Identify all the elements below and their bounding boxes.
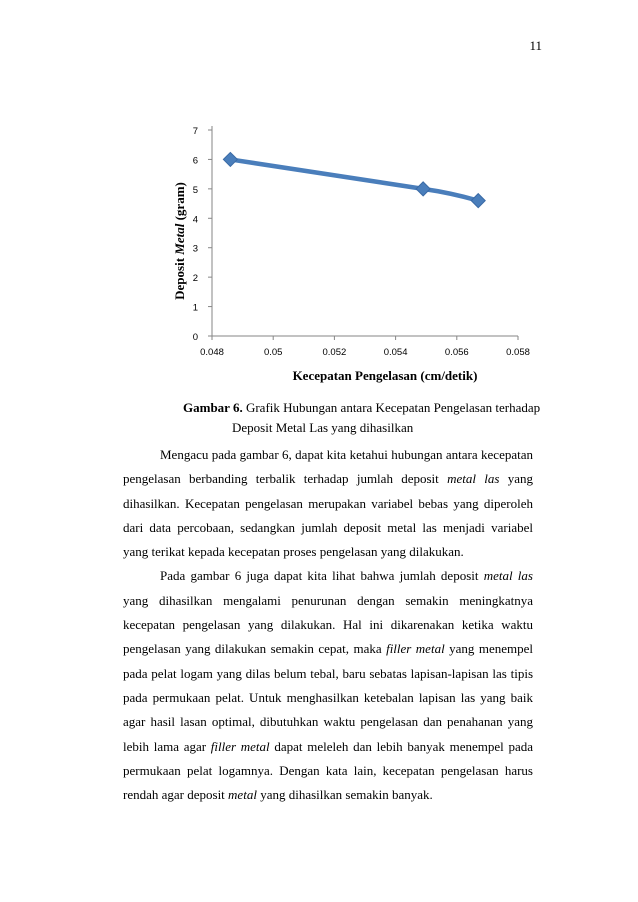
x-tick-label: 0.052 (322, 347, 347, 358)
x-axis-label: Kecepatan Pengelasan (cm/detik) (292, 368, 478, 383)
x-tick-label: 0.058 (506, 347, 530, 358)
y-tick-label: 3 (192, 243, 198, 255)
italic-term: metal las (447, 471, 500, 487)
caption-text-1: Grafik Hubungan antara Kecepatan Pengelasan terhadap (245, 400, 541, 415)
data-point-marker (471, 194, 485, 208)
y-axis-label-part: Metal (172, 223, 187, 255)
text-run: Mengacu pada gambar 6, dapat kita ketahui hubungan antara kecepatan pengelasan berbanding terbalik terhadap jumlah deposit (123, 447, 533, 487)
paragraph (123, 564, 533, 807)
caption-text-2: Deposit Metal Las yang dihasilkan (232, 420, 414, 435)
series-line (230, 159, 478, 200)
y-tick-label: 4 (192, 214, 198, 226)
italic-term: filler metal (210, 738, 270, 754)
caption-line-1 (0, 398, 638, 418)
caption-line-2 (0, 418, 638, 438)
x-tick-label: 0.05 (263, 347, 283, 358)
line-chart (160, 118, 540, 388)
x-tick-label: 0.048 (200, 347, 224, 358)
y-tick-label: 2 (192, 273, 198, 285)
text-run: yang dihasilkan mengalami penurunan dengan semakin meningkatnya kecepatan pengelasan yang dilakukan. Hal ini dikarenakan ketika waktu pengelasan yang dilakukan semakin cepat, maka (123, 592, 533, 657)
y-tick-label: 1 (192, 302, 198, 314)
figure-chart (160, 118, 540, 388)
y-tick-label: 7 (192, 126, 198, 137)
text-run: yang dihasilkan. Kecepatan pengelasan merupakan variabel bebas yang diperoleh dari data percobaan, sedangkan jumlah deposit metal las menjadi variabel yang terikat kepada kecepatan proses pengelasan yang dilakukan. (123, 471, 533, 560)
text-run: yang menempel pada pelat logam yang dilas belum tebal, baru sebatas lapisan-lapisan las tipis pada permukaan pelat. Untuk menghasilkan ketebalan lapisan las yang baik agar hasil lasan optimal, dibutuhkan waktu pengelasan dan penahanan yang lebih lama agar (123, 641, 533, 754)
italic-term: filler metal (386, 641, 445, 657)
y-axis-label (172, 182, 187, 300)
y-tick-label: 0 (192, 332, 198, 343)
page-number: 11 (529, 38, 542, 53)
x-tick-label: 0.054 (383, 347, 408, 358)
data-point-marker (416, 182, 430, 196)
figure-caption (0, 398, 638, 438)
x-tick-label: 0.056 (444, 347, 469, 358)
italic-term: metal las (483, 568, 533, 584)
caption-label: Gambar 6. (183, 400, 243, 415)
y-tick-label: 6 (192, 155, 198, 167)
italic-term: metal (228, 787, 257, 803)
y-axis-label-part: (gram) (172, 182, 187, 224)
body-text (123, 443, 533, 807)
paragraph (123, 443, 533, 564)
y-tick-label: 5 (192, 184, 198, 196)
text-run: yang dihasilkan semakin banyak. (256, 787, 433, 803)
data-point-marker (223, 152, 237, 166)
y-axis-label-part: Deposit (172, 254, 187, 300)
text-run: Pada gambar 6 juga dapat kita lihat bahwa jumlah deposit (160, 568, 484, 584)
text-run: dapat meleleh dan lebih banyak menempel pada permukaan pelat logamnya. Dengan kata lain, kecepatan pengelasan harus rendah agar deposit (123, 738, 533, 803)
